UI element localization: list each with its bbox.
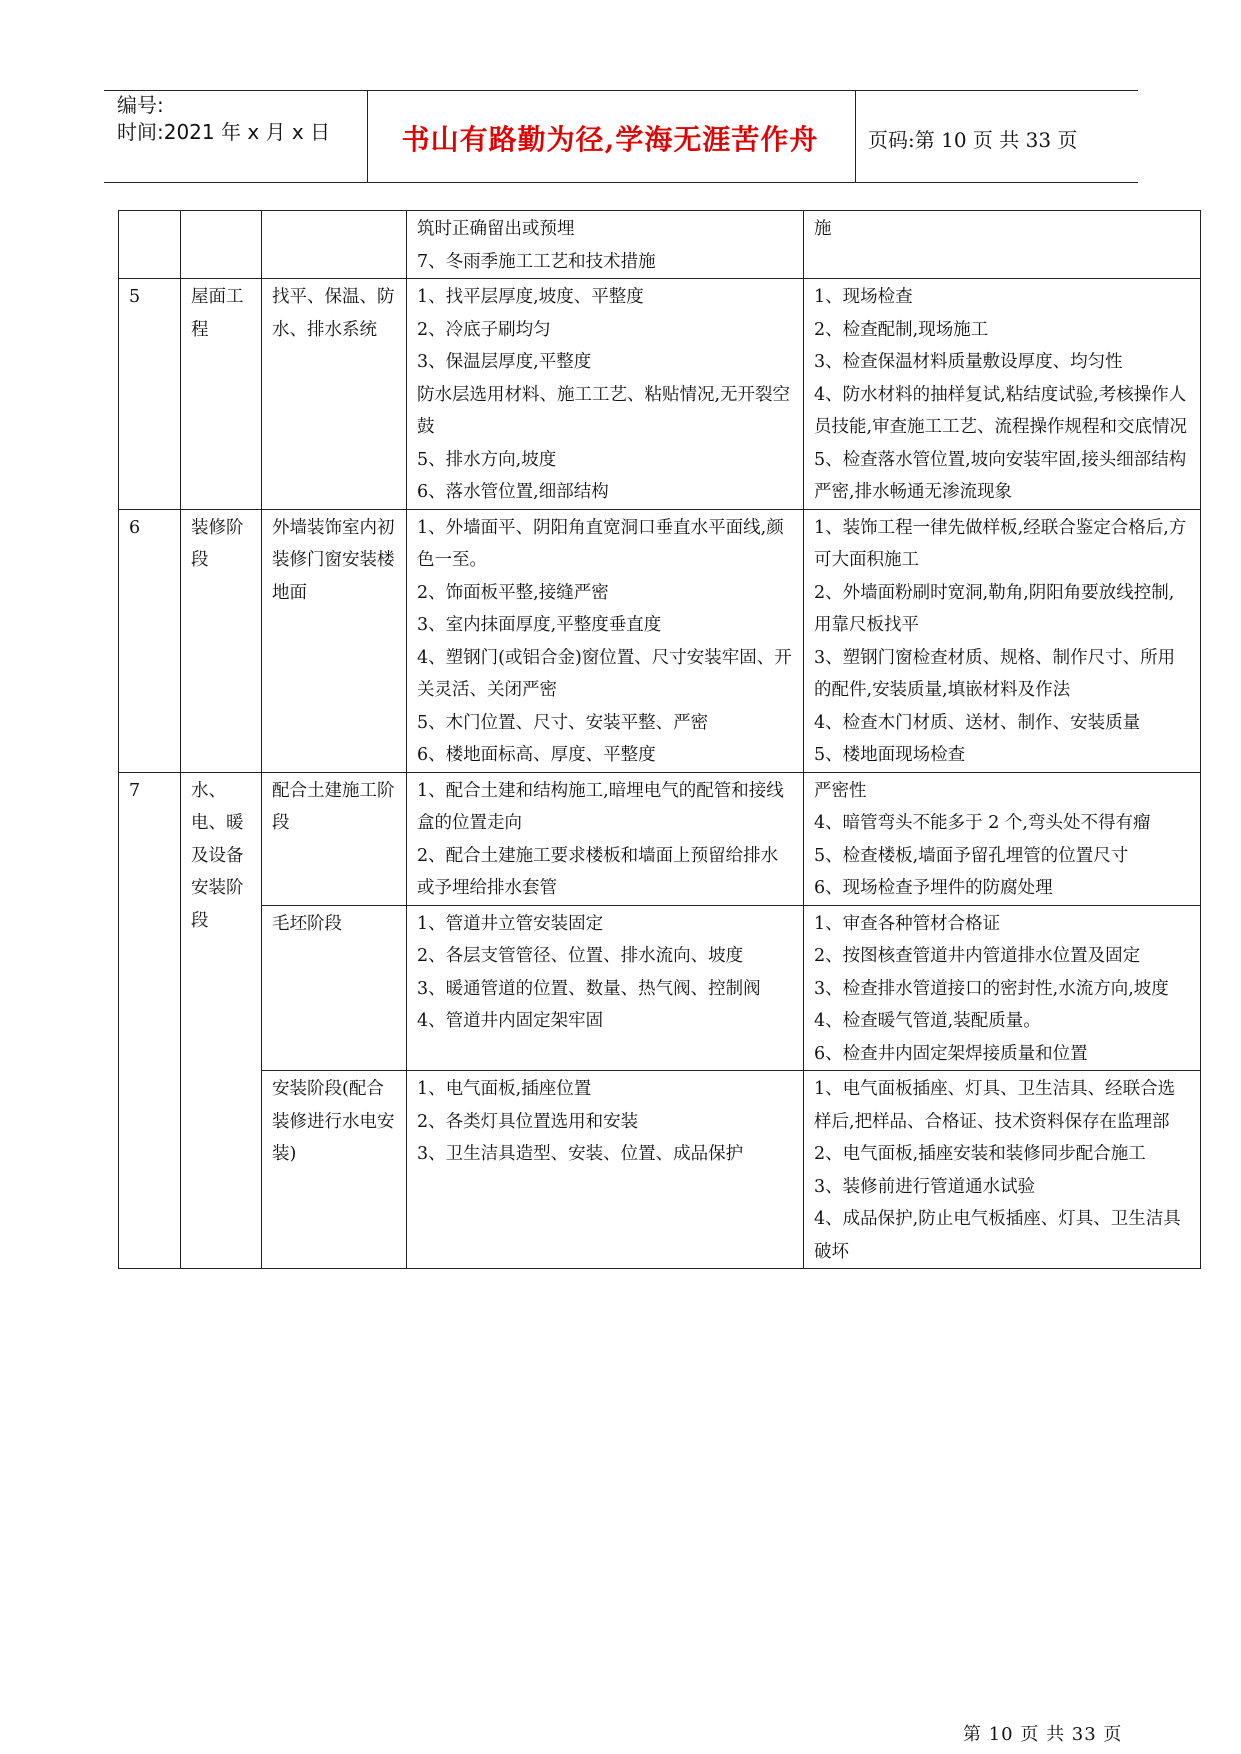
cell-items bbox=[407, 772, 804, 905]
method-line: 5、楼地面现场检查 bbox=[814, 745, 966, 765]
item-line: 3、卫生洁具造型、安装、位置、成品保护 bbox=[417, 1144, 744, 1164]
method-line: 4、检查木门材质、送材、制作、安装质量 bbox=[814, 712, 1141, 733]
cell-num: 7 bbox=[119, 772, 181, 1269]
method-line: 严密性 bbox=[814, 780, 867, 801]
method-line: 5、检查楼板,墙面予留孔埋管的位置尺寸 bbox=[814, 845, 1129, 866]
cell-methods bbox=[804, 1071, 1201, 1269]
cell-items bbox=[407, 211, 804, 279]
cell-stage bbox=[262, 211, 407, 279]
header-divider-right bbox=[855, 90, 856, 182]
method-line: 3、装修前进行管道通水试验 bbox=[814, 1176, 1036, 1197]
item-line: 1、电气面板,插座位置 bbox=[417, 1079, 592, 1099]
header-bottom-rule bbox=[104, 182, 1138, 183]
table-row bbox=[119, 211, 1201, 279]
method-line: 3、检查保温材料质量敷设厚度、均匀性 bbox=[814, 352, 1123, 372]
cell-methods bbox=[804, 211, 1201, 279]
header-motto: 书山有路勤为径,学海无涯苦作舟 bbox=[401, 123, 819, 156]
table-row bbox=[119, 905, 1201, 1071]
method-line: 1、审查各种管材合格证 bbox=[814, 913, 1001, 934]
doc-number-label: 编号: bbox=[117, 93, 164, 117]
header-divider-left bbox=[367, 90, 368, 182]
method-line: 4、成品保护,防止电气板插座、灯具、卫生洁具破坏 bbox=[814, 1209, 1181, 1262]
cell-items bbox=[407, 509, 804, 772]
method-line: 3、检查排水管道接口的密封性,水流方向,坡度 bbox=[814, 978, 1169, 999]
cell-items bbox=[407, 905, 804, 1071]
inspection-table bbox=[118, 210, 1201, 1269]
item-line: 2、各类灯具位置选用和安装 bbox=[417, 1111, 639, 1132]
item-line: 筑时正确留出或预埋 bbox=[417, 219, 575, 239]
cell-methods bbox=[804, 905, 1201, 1071]
header-left bbox=[117, 92, 330, 146]
method-line: 6、现场检查予埋件的防腐处理 bbox=[814, 878, 1053, 898]
cell-num: 6 bbox=[119, 509, 181, 772]
cell-num bbox=[119, 211, 181, 279]
cell-project: 屋面工程 bbox=[181, 279, 262, 510]
item-line: 1、管道井立管安装固定 bbox=[417, 913, 604, 934]
item-line: 1、外墙面平、阴阳角直宽洞口垂直水平面线,颜色一至。 bbox=[417, 517, 784, 570]
method-line: 1、电气面板插座、灯具、卫生洁具、经联合选样后,把样品、合格证、技术资料保存在监理部 bbox=[814, 1079, 1176, 1132]
table-row bbox=[119, 772, 1201, 905]
item-line: 4、管道井内固定架牢固 bbox=[417, 1011, 604, 1031]
cell-project: 装修阶段 bbox=[181, 509, 262, 772]
table-row bbox=[119, 509, 1201, 772]
table-row bbox=[119, 1071, 1201, 1269]
method-line: 4、检查暖气管道,装配质量。 bbox=[814, 1011, 1041, 1031]
cell-stage: 配合土建施工阶段 bbox=[262, 772, 407, 905]
header-top-rule bbox=[104, 90, 1138, 91]
item-line: 1、找平层厚度,坡度、平整度 bbox=[417, 287, 644, 307]
page-footer: 第 10 页 共 33 页 bbox=[963, 1724, 1123, 1745]
cell-methods bbox=[804, 509, 1201, 772]
cell-stage: 外墙装饰室内初装修门窗安装楼地面 bbox=[262, 509, 407, 772]
cell-project: 水、电、暖及设备安装阶段 bbox=[181, 772, 262, 1269]
cell-stage: 毛坯阶段 bbox=[262, 905, 407, 1071]
method-line: 2、电气面板,插座安装和装修同步配合施工 bbox=[814, 1144, 1146, 1164]
method-line: 4、暗管弯头不能多于 2 个,弯头处不得有瘤 bbox=[814, 813, 1151, 833]
table-body bbox=[119, 211, 1201, 1269]
method-line: 施 bbox=[814, 219, 832, 239]
item-line: 1、配合土建和结构施工,暗埋电气的配管和接线盒的位置走向 bbox=[417, 780, 784, 833]
cell-stage: 安装阶段(配合装修进行水电安装) bbox=[262, 1071, 407, 1269]
cell-items bbox=[407, 1071, 804, 1269]
item-line: 2、各层支管管径、位置、排水流向、坡度 bbox=[417, 946, 744, 966]
method-line: 5、检查落水管位置,坡向安装牢固,接头细部结构严密,排水畅通无渗流现象 bbox=[814, 449, 1187, 502]
cell-project bbox=[181, 211, 262, 279]
header-page-label: 页码:第 10 页 共 33 页 bbox=[868, 128, 1078, 152]
method-line: 1、现场检查 bbox=[814, 287, 913, 307]
item-line: 防水层选用材料、施工工艺、粘贴情况,无开裂空鼓 bbox=[417, 384, 791, 437]
item-line: 2、配合土建施工要求楼板和墙面上预留给排水或予埋给排水套管 bbox=[417, 845, 779, 898]
method-line: 2、检查配制,现场施工 bbox=[814, 319, 989, 340]
item-line: 3、室内抹面厚度,平整度垂直度 bbox=[417, 615, 662, 635]
cell-num: 5 bbox=[119, 279, 181, 510]
table-row bbox=[119, 279, 1201, 510]
method-line: 6、检查井内固定架焊接质量和位置 bbox=[814, 1043, 1088, 1064]
cell-methods bbox=[804, 772, 1201, 905]
item-line: 2、冷底子刷均匀 bbox=[417, 319, 551, 340]
item-line: 4、塑钢门(或铝合金)窗位置、尺寸安装牢固、开关灵活、关闭严密 bbox=[417, 647, 792, 700]
item-line: 5、排水方向,坡度 bbox=[417, 449, 557, 470]
item-line: 7、冬雨季施工工艺和技术措施 bbox=[417, 251, 656, 272]
item-line: 6、落水管位置,细部结构 bbox=[417, 482, 609, 502]
cell-methods bbox=[804, 279, 1201, 510]
cell-items bbox=[407, 279, 804, 510]
method-line: 1、装饰工程一律先做样板,经联合鉴定合格后,方可大面积施工 bbox=[814, 517, 1187, 570]
method-line: 2、外墙面粉刷时宽洞,勒角,阴阳角要放线控制,用靠尺板找平 bbox=[814, 582, 1175, 635]
item-line: 6、楼地面标高、厚度、平整度 bbox=[417, 745, 656, 765]
item-line: 2、饰面板平整,接缝严密 bbox=[417, 582, 609, 603]
item-line: 3、暖通管道的位置、数量、热气阀、控制阀 bbox=[417, 978, 761, 999]
item-line: 5、木门位置、尺寸、安装平整、严密 bbox=[417, 712, 709, 733]
method-line: 3、塑钢门窗检查材质、规格、制作尺寸、所用的配件,安装质量,填嵌材料及作法 bbox=[814, 647, 1176, 700]
method-line: 2、按图核查管道井内管道排水位置及固定 bbox=[814, 946, 1141, 966]
cell-stage: 找平、保温、防水、排水系统 bbox=[262, 279, 407, 510]
doc-time-label: 时间:2021 年 x 月 x 日 bbox=[117, 120, 331, 144]
method-line: 4、防水材料的抽样复试,粘结度试验,考核操作人员技能,审查施工工艺、流程操作规程和交底情况 bbox=[814, 384, 1188, 437]
item-line: 3、保温层厚度,平整度 bbox=[417, 352, 592, 372]
